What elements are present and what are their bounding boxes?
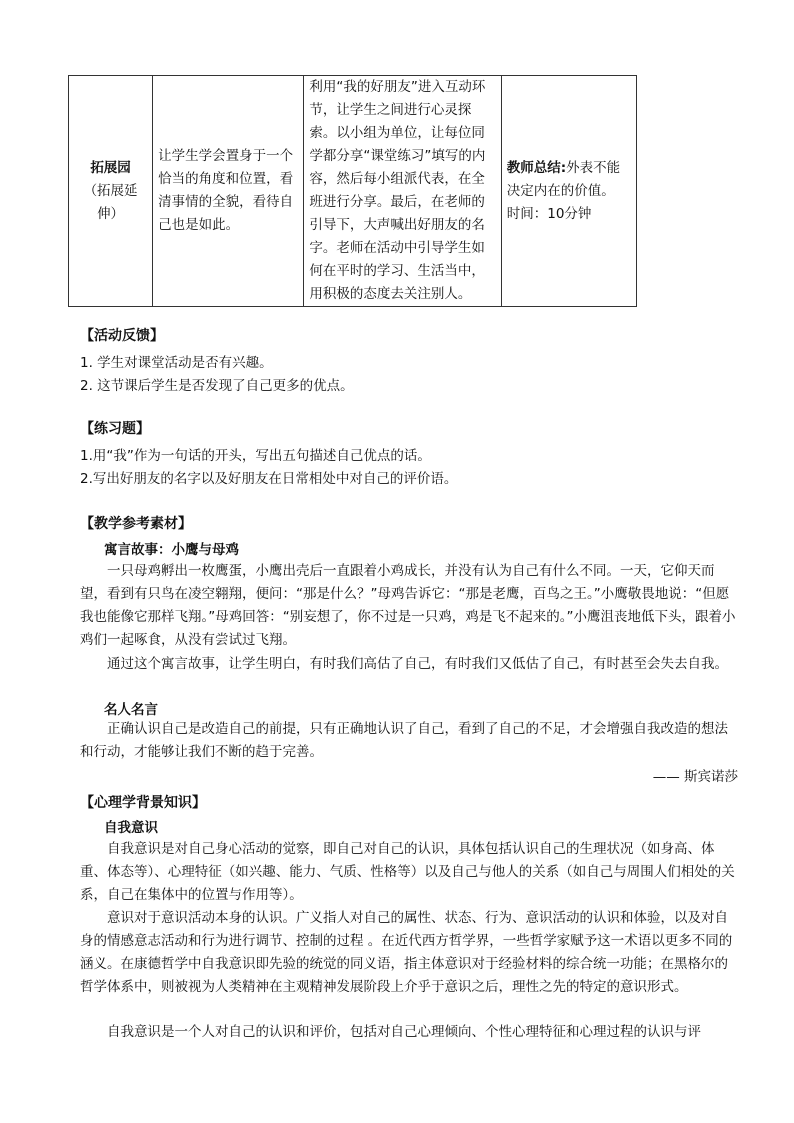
fable-title: 寓言故事：小鹰与母鸡 (104, 542, 239, 558)
goal-cell: 让学生学会置身于一个恰当的角度和位置，看清事情的全貌，看待自己也是如此。 (153, 76, 304, 307)
quote-author: —— 斯宾诺莎 (652, 769, 738, 785)
psych-subtitle: 自我意识 (104, 820, 158, 836)
quote-text: 正确认识自己是改造自己的前提，只有正确地认识了自己，看到了自己的不足，才会增强自我改造的想法和行动，才能够让我们不断的趋于完善。 (80, 721, 728, 760)
summary-label: 教师总结: (506, 159, 567, 176)
list-item: 1. 学生对课堂活动是否有兴趣。 (80, 355, 273, 371)
exercise-heading: 【练习题】 (80, 421, 150, 437)
psych-heading: 【心理学背景知识】 (80, 795, 206, 811)
summary-time: 时间：10分钟 (506, 205, 592, 222)
feedback-heading: 【活动反馈】 (80, 328, 164, 344)
list-item: 2.写出好朋友的名字以及好朋友在日常相处中对自己的评价语。 (80, 471, 458, 487)
psych-paragraph: 意识对于意识活动本身的认识。广义指人对自己的属性、状态、行为、意识活动的认识和体验，以及对自身的情感意志活动和行为进行调节、控制的过程 。在近代西方哲学界，一些哲学家赋予这一术语以更多不同的涵义。在康德哲学中自我意识即先验的统觉的同义语，指主体意识对于经验材料的综合统一功能；在黑格尔的哲学体系中，则被视为人类精神在主观精神发展阶段上介乎于意识之后，理性之先的特定的意识形式。 (80, 910, 733, 995)
fable-paragraph: 一只母鸡孵出一枚鹰蛋，小鹰出壳后一直跟着小鸡成长，并没有认为自己有什么不同。一天，它仰天而望，看到有只鸟在凌空翱翔，便问：“那是什么？”母鸡告诉它：“那是老鹰，百鸟之王。”小鹰敬畏地说：“但愿我也能像它那样飞翔。”母鸡回答：“别妄想了，你不过是一只鸡，鸡是飞不起来的。”小鹰沮丧地低下头，跟着小鸡们一起啄食，从没有尝试过飞翔。 (80, 563, 736, 648)
stage-title: 拓展园 (90, 159, 131, 176)
psych-paragraph: 自我意识是对自己身心活动的觉察，即自己对自己的认识，具体包括认识自己的生理状况（如身高、体重、体态等）、心理特征（如兴趣、能力、气质、性格等）以及自己与他人的关系（如自己与周围人们相处的关系，自己在集体中的位置与作用等）。 (80, 841, 735, 903)
fable-conclusion: 通过这个寓言故事，让学生明白，有时我们高估了自己，有时我们又低估了自己，有时甚至会失去自我。 (107, 656, 728, 672)
list-item: 1.用“我”作为一句话的开头，写出五句描述自己优点的话。 (80, 448, 431, 464)
reference-heading: 【教学参考素材】 (80, 516, 192, 532)
activity-table (68, 75, 637, 307)
summary-cell (501, 76, 636, 307)
table-row (69, 76, 637, 307)
summary-text: 外表不能决定内在的价值。 (506, 159, 621, 199)
process-cell: 利用“我的好朋友”进入互动环节，让学生之间进行心灵探索。以小组为单位，让每位同学都分享“课堂练习”填写的内容，然后每小组派代表，在全班进行分享。最后，在老师的引导下，大声喊出好朋友的名字。老师在活动中引导学生如何在平时的学习、生活当中，用积极的态度去关注别人。 (304, 76, 501, 307)
stage-cell (69, 76, 153, 307)
quote-title: 名人名言 (104, 702, 158, 718)
list-item: 2. 这节课后学生是否发现了自己更多的优点。 (80, 378, 354, 394)
psych-paragraph: 自我意识是一个人对自己的认识和评价，包括对自己心理倾向、个性心理特征和心理过程的认识与评 (107, 1024, 701, 1040)
stage-subtitle: （拓展延伸） (83, 182, 138, 222)
